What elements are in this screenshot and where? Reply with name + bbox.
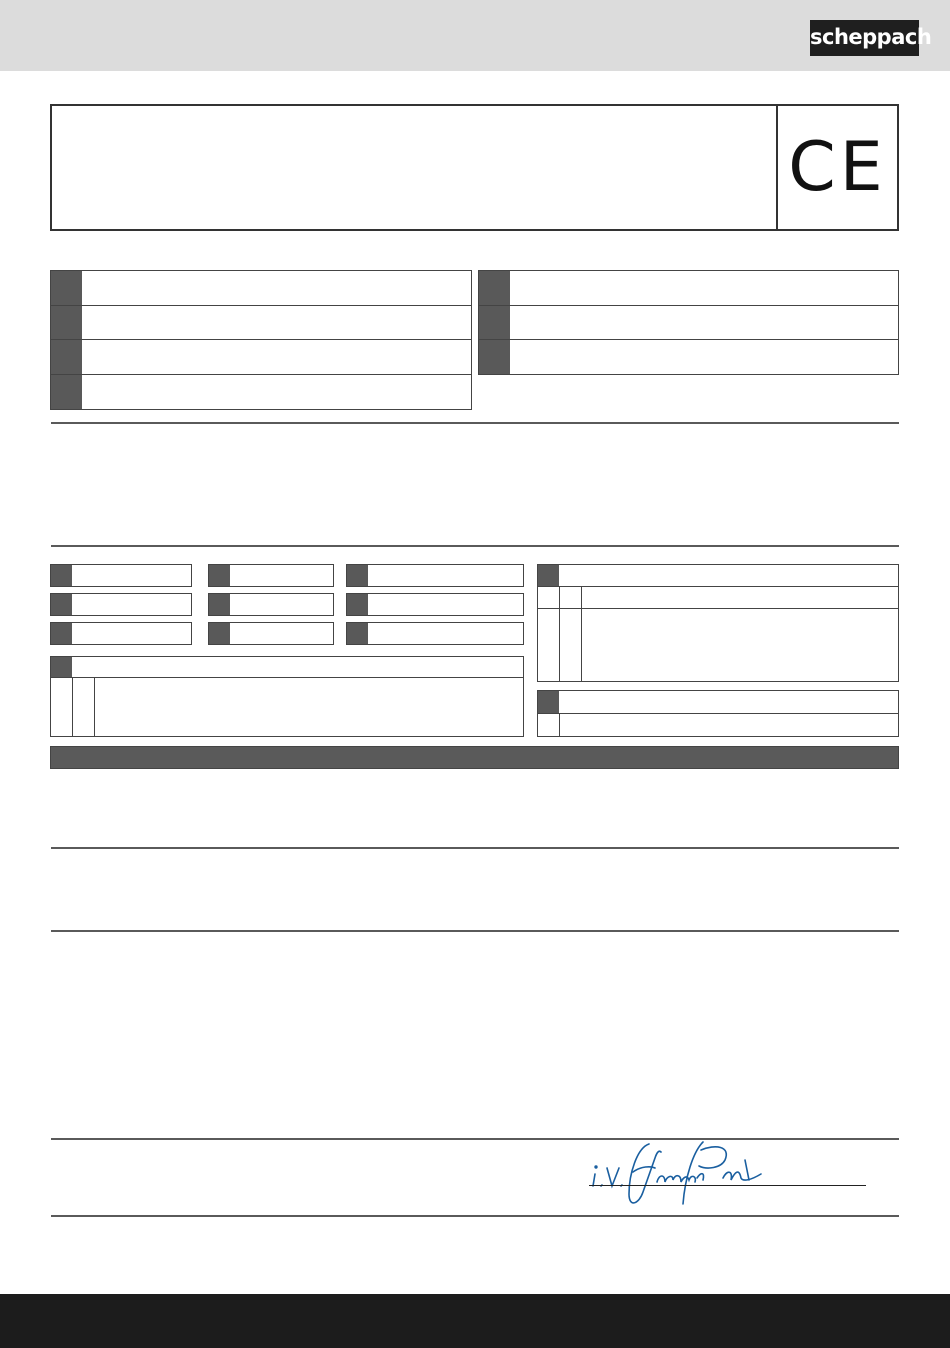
box-divider xyxy=(537,586,899,587)
box-divider xyxy=(72,677,73,737)
directive-code-square xyxy=(51,565,72,586)
directive-detail-box xyxy=(537,564,899,682)
language-code-square xyxy=(479,271,510,305)
language-row xyxy=(50,339,472,375)
directive-code-square xyxy=(538,691,559,713)
language-code-square xyxy=(51,271,82,305)
box-divider xyxy=(581,586,582,682)
language-code-square xyxy=(51,306,82,339)
directive-code-square xyxy=(538,565,559,586)
language-row xyxy=(478,270,899,306)
box-divider xyxy=(94,677,95,737)
box-divider xyxy=(559,586,560,682)
directive-code-square xyxy=(209,594,230,615)
directive-code-square xyxy=(347,594,368,615)
language-code-square xyxy=(479,306,510,339)
footer-band xyxy=(0,1294,950,1348)
section-rule xyxy=(51,545,899,547)
section-header-bar xyxy=(50,746,899,769)
brand-logo: scheppach xyxy=(810,20,919,56)
box-divider xyxy=(537,608,899,609)
section-rule xyxy=(51,847,899,849)
language-row xyxy=(50,305,472,340)
directive-detail-box xyxy=(50,656,524,737)
directive-code-square xyxy=(51,594,72,615)
directive-code-square xyxy=(347,565,368,586)
language-code-square xyxy=(51,340,82,374)
directive-code-square xyxy=(51,657,72,677)
box-divider xyxy=(50,677,524,678)
directive-row xyxy=(346,564,524,587)
directive-code-square xyxy=(209,623,230,644)
header-band xyxy=(0,0,950,71)
section-rule xyxy=(51,930,899,932)
language-row xyxy=(478,305,899,340)
signature-line xyxy=(589,1185,866,1186)
ce-mark: CE xyxy=(788,128,887,207)
directive-code-square xyxy=(347,623,368,644)
language-row xyxy=(50,374,472,410)
language-row xyxy=(50,270,472,306)
directive-code-square xyxy=(51,623,72,644)
directive-row xyxy=(346,593,524,616)
language-code-square xyxy=(479,340,510,374)
section-rule xyxy=(51,1215,899,1217)
box-divider xyxy=(559,713,560,737)
section-rule xyxy=(51,422,899,424)
signature-graphic xyxy=(585,1138,785,1210)
language-row xyxy=(478,339,899,375)
language-code-square xyxy=(51,375,82,409)
directive-code-square xyxy=(209,565,230,586)
declaration-title-box xyxy=(50,104,899,231)
box-divider xyxy=(537,713,899,714)
directive-row xyxy=(346,622,524,645)
